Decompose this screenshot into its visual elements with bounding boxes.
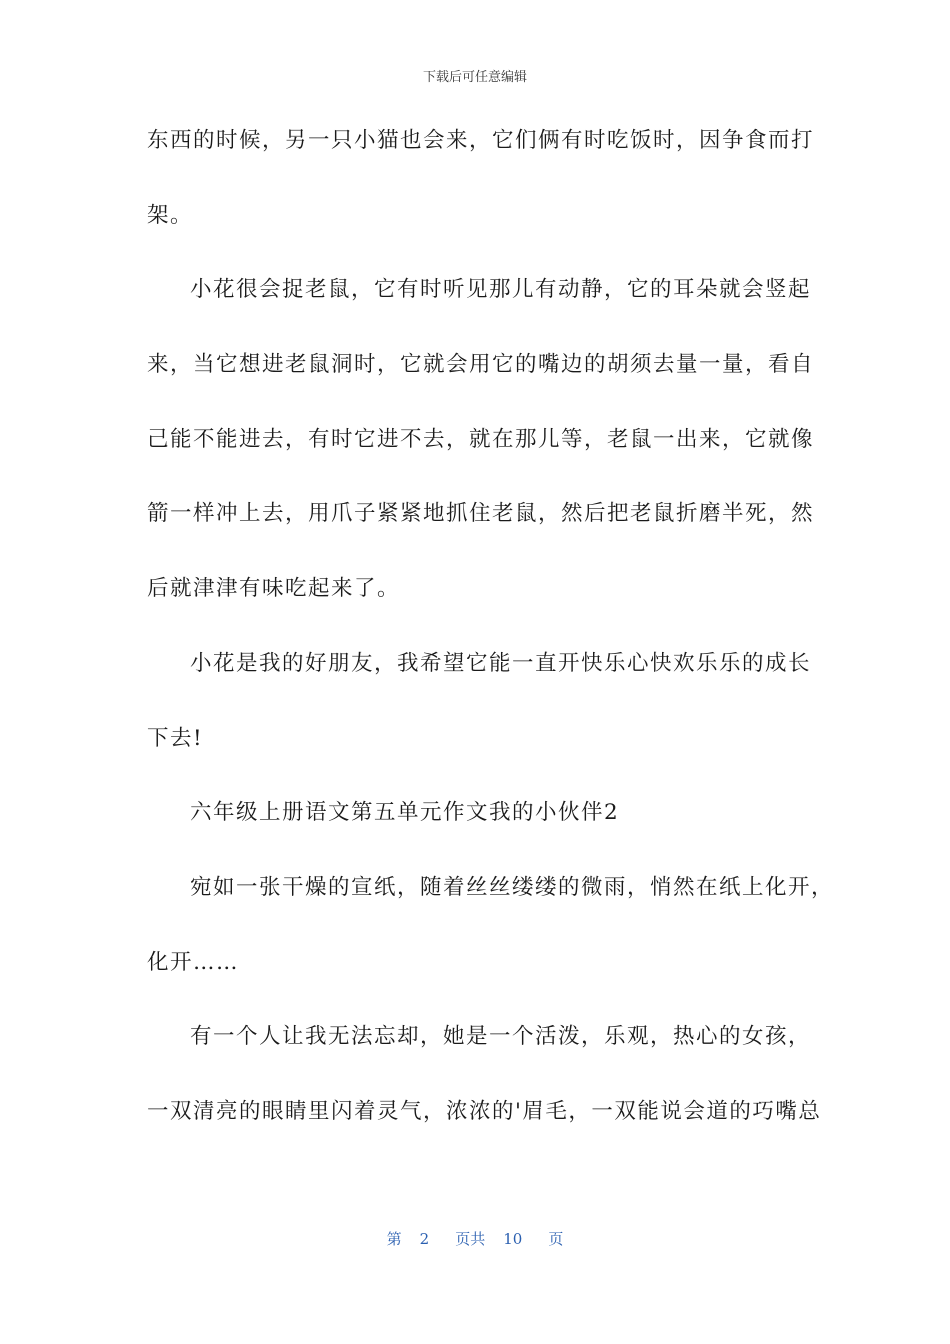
text-line: 东西的时候，另一只小猫也会来，它们俩有时吃饭时，因争食而打 bbox=[147, 128, 815, 153]
text-line: 架。 bbox=[147, 202, 194, 228]
text-line: 箭一样冲上去，用爪子紧紧地抓住老鼠，然后把老鼠折磨半死，然 bbox=[147, 501, 815, 527]
text-line: 己能不能进去，有时它进不去，就在那儿等，老鼠一出来，它就像 bbox=[147, 426, 815, 452]
text-line: 小花是我的好朋友，我希望它能一直开快乐心快欢乐乐的成长 bbox=[190, 650, 812, 676]
text-line: 宛如一张干燥的宣纸，随着丝丝缕缕的微雨，悄然在纸上化开， bbox=[190, 874, 835, 900]
text-line: 小花很会捉老鼠，它有时听见那儿有动静，它的耳朵就会竖起 bbox=[190, 277, 812, 303]
footer-page-number: 2 bbox=[419, 1230, 430, 1248]
footer-total-pages: 10 bbox=[503, 1230, 523, 1248]
text-line: 后就津津有味吃起来了。 bbox=[147, 576, 401, 602]
text-line: 有一个人让我无法忘却，她是一个活泼，乐观，热心的女孩， bbox=[190, 1024, 812, 1050]
section-title: 六年级上册语文第五单元作文我的小伙伴2 bbox=[190, 800, 620, 826]
text-line: 一双清亮的眼睛里闪着灵气，浓浓的'眉毛，一双能说会道的巧嘴总 bbox=[147, 1098, 822, 1124]
footer-middle: 页共 bbox=[455, 1230, 486, 1248]
document-body bbox=[147, 122, 835, 1168]
page-header: 下载后可任意编辑 bbox=[422, 70, 527, 85]
text-line: 化开…… bbox=[147, 949, 240, 975]
text-line: 下去! bbox=[147, 725, 204, 751]
text-line: 来，当它想进老鼠洞时，它就会用它的嘴边的胡须去量一量，看自 bbox=[147, 352, 815, 378]
footer-suffix: 页 bbox=[548, 1230, 564, 1248]
footer-prefix: 第 bbox=[386, 1230, 402, 1248]
page-footer bbox=[0, 1228, 950, 1249]
